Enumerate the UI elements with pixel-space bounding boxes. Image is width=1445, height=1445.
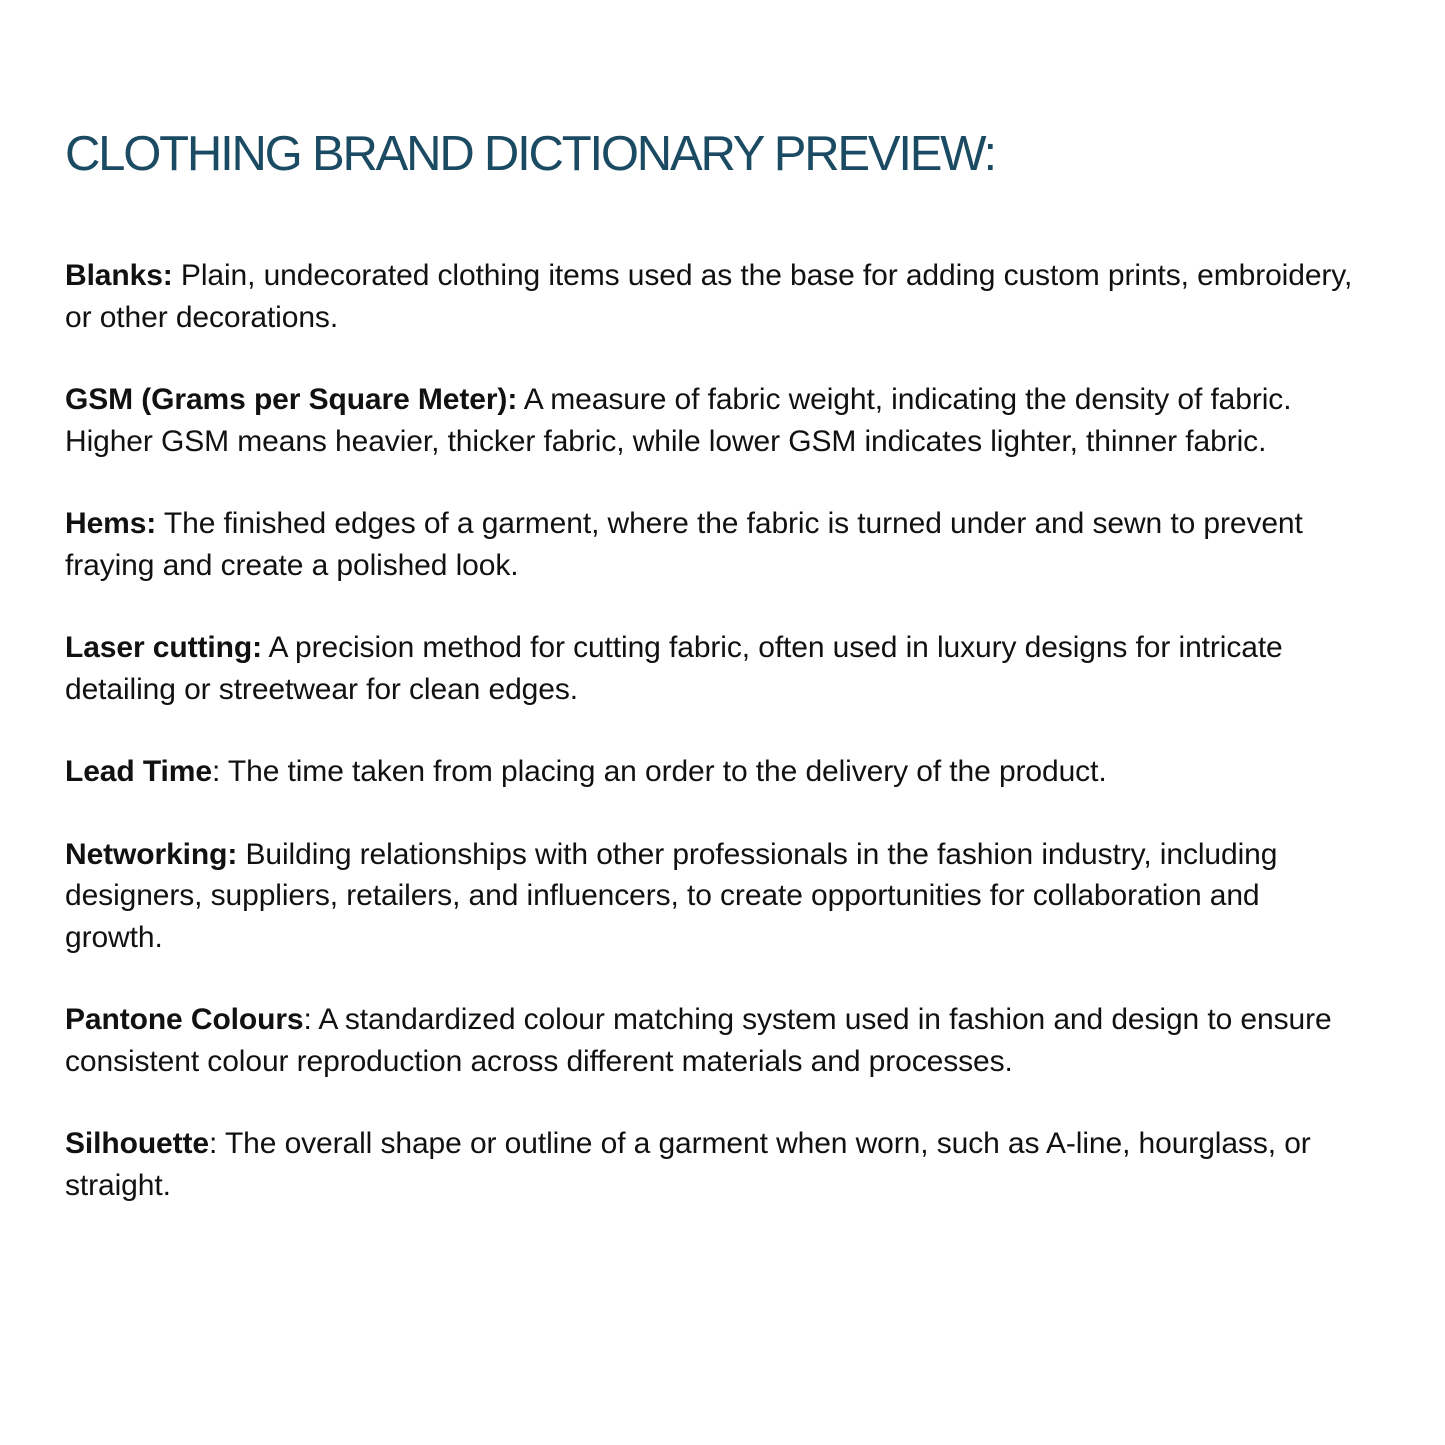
entry-hems <box>65 503 1365 586</box>
entry-term: Silhouette <box>65 1127 210 1160</box>
entry-silhouette <box>65 1123 1365 1206</box>
entry-term: Pantone Colours <box>65 1003 304 1036</box>
entry-term: Lead Time <box>65 755 212 788</box>
entry-term: Blanks: <box>65 259 173 292</box>
entry-pantone-colours <box>65 999 1365 1082</box>
entry-blanks <box>65 255 1365 338</box>
entry-term: Networking: <box>65 837 238 871</box>
entry-gsm <box>65 379 1365 462</box>
entry-separator: : <box>303 1003 312 1036</box>
entry-definition: : The overall shape or outline of a garment when worn, such as A-line, hourglass, or straight. <box>65 1127 1311 1202</box>
entry-term: GSM (Grams per Square Meter): <box>65 383 518 416</box>
entry-separator: : <box>211 755 221 788</box>
entry-definition: Plain, undecorated clothing items used as the base for adding custom prints, embroidery, or other decorations. <box>65 259 1353 334</box>
entry-definition: A standardized colour matching system used in fashion and design to ensure consistent colour reproduction across different materials and processes. <box>65 1003 1332 1078</box>
entry-definition: The finished edges of a garment, where the fabric is turned under and sewn to prevent fraying and create a polished look. <box>65 507 1303 582</box>
entry-laser-cutting <box>65 627 1365 710</box>
dictionary-page <box>65 120 1365 1247</box>
entry-networking <box>65 834 1365 959</box>
entry-list <box>65 255 1365 1206</box>
entry-definition: The time taken from placing an order to the delivery of the product. <box>220 755 1107 788</box>
page-title: CLOTHING BRAND DICTIONARY PREVIEW: <box>65 127 995 181</box>
entry-lead-time <box>65 751 1365 793</box>
entry-definition: Building relationships with other professionals in the fashion industry, including designers, suppliers, retailers, and influencers, to create opportunities for collaboration and growth. <box>65 837 1278 954</box>
entry-term: Hems: <box>65 507 157 540</box>
entry-definition: A measure of fabric weight, indicating the density of fabric. Higher GSM means heavier, thicker fabric, while lower GSM indicates lighter, thinner fabric. <box>65 383 1292 458</box>
entry-definition: A precision method for cutting fabric, often used in luxury designs for intricate detailing or streetwear for clean edges. <box>65 631 1283 706</box>
entry-term: Laser cutting: <box>65 631 262 664</box>
